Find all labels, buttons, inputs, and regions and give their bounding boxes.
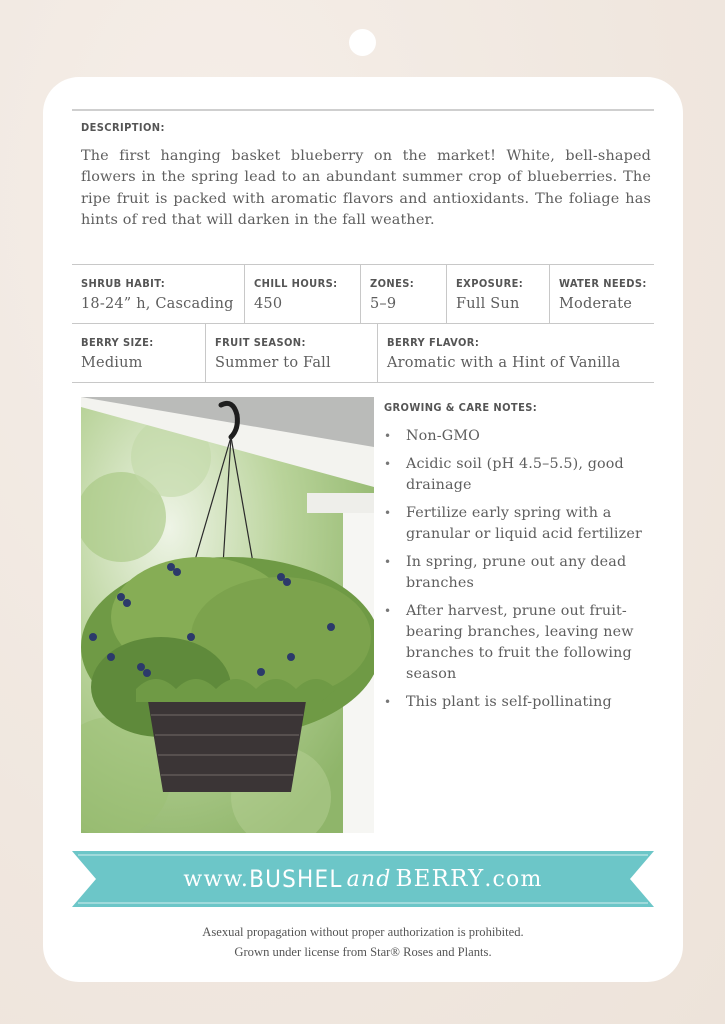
care-note-item: • Acidic soil (pH 4.5–5.5), good drainage [384, 454, 654, 496]
spec-chill-hours [244, 265, 360, 323]
plant-tag-card [43, 77, 683, 982]
description-text: The first hanging basket blueberry on the market! White, bell-shaped flowers in the spring lead to an abundant summer crop of blueberries. The ripe fruit is packed with aromatic flavors and antioxidants. The foliage has hints of red that will darken in the fall weather. [81, 148, 651, 228]
care-notes-label: GROWING & CARE NOTES: [384, 401, 538, 414]
specs-row-1 [72, 264, 654, 323]
spec-label: BERRY SIZE: [81, 336, 154, 349]
legal-line-1: Asexual propagation without proper authorization is prohibited. [202, 925, 524, 939]
hanging-basket-illustration [81, 397, 374, 833]
specs-row-2 [72, 323, 654, 383]
spec-label: EXPOSURE: [456, 277, 524, 290]
spec-shrub-habit [72, 265, 244, 323]
brand-bushel: BUSHEL [249, 865, 343, 893]
spec-label: ZONES: [370, 277, 415, 290]
description-label: DESCRIPTION: [81, 121, 165, 134]
spec-value: Moderate [559, 296, 633, 312]
url-prefix: www. [183, 866, 250, 892]
spec-fruit-season [205, 324, 377, 382]
spec-label: BERRY FLAVOR: [387, 336, 480, 349]
care-note-item: • After harvest, prune out fruit-bearing branches, leaving new branches to fruit the following season [384, 601, 654, 685]
spec-label: WATER NEEDS: [559, 277, 647, 290]
spec-value: 450 [254, 296, 283, 312]
care-note-item: • Fertilize early spring with a granular or liquid acid fertilizer [384, 503, 654, 545]
top-divider [72, 109, 654, 111]
care-note-item: • This plant is self-pollinating [384, 692, 654, 713]
spec-zones [360, 265, 446, 323]
spec-water-needs [549, 265, 654, 323]
care-note-item: • Non-GMO [384, 426, 654, 447]
care-notes-list [384, 426, 654, 720]
spec-value: 5–9 [370, 296, 397, 312]
website-banner[interactable] [72, 851, 654, 907]
spec-berry-size [72, 324, 205, 382]
spec-value: 18-24” h, Cascading [81, 296, 234, 312]
spec-value: Aromatic with a Hint of Vanilla [387, 355, 621, 371]
website-link[interactable] [72, 851, 654, 907]
url-suffix: .com [484, 866, 543, 892]
legal-line-2: Grown under license from Star® Roses and Plants. [234, 945, 492, 959]
plant-photo [81, 397, 374, 833]
brand-and: and [346, 866, 392, 892]
hang-hole [349, 29, 376, 56]
spec-value: Medium [81, 355, 143, 371]
spec-exposure [446, 265, 549, 323]
care-note-item: • In spring, prune out any dead branches [384, 552, 654, 594]
spec-label: FRUIT SEASON: [215, 336, 306, 349]
spec-value: Full Sun [456, 296, 520, 312]
spec-label: SHRUB HABIT: [81, 277, 166, 290]
spec-label: CHILL HOURS: [254, 277, 338, 290]
spec-value: Summer to Fall [215, 355, 331, 371]
brand-berry: BERRY [395, 866, 485, 892]
legal-footer [43, 922, 683, 962]
spec-berry-flavor [377, 324, 654, 382]
